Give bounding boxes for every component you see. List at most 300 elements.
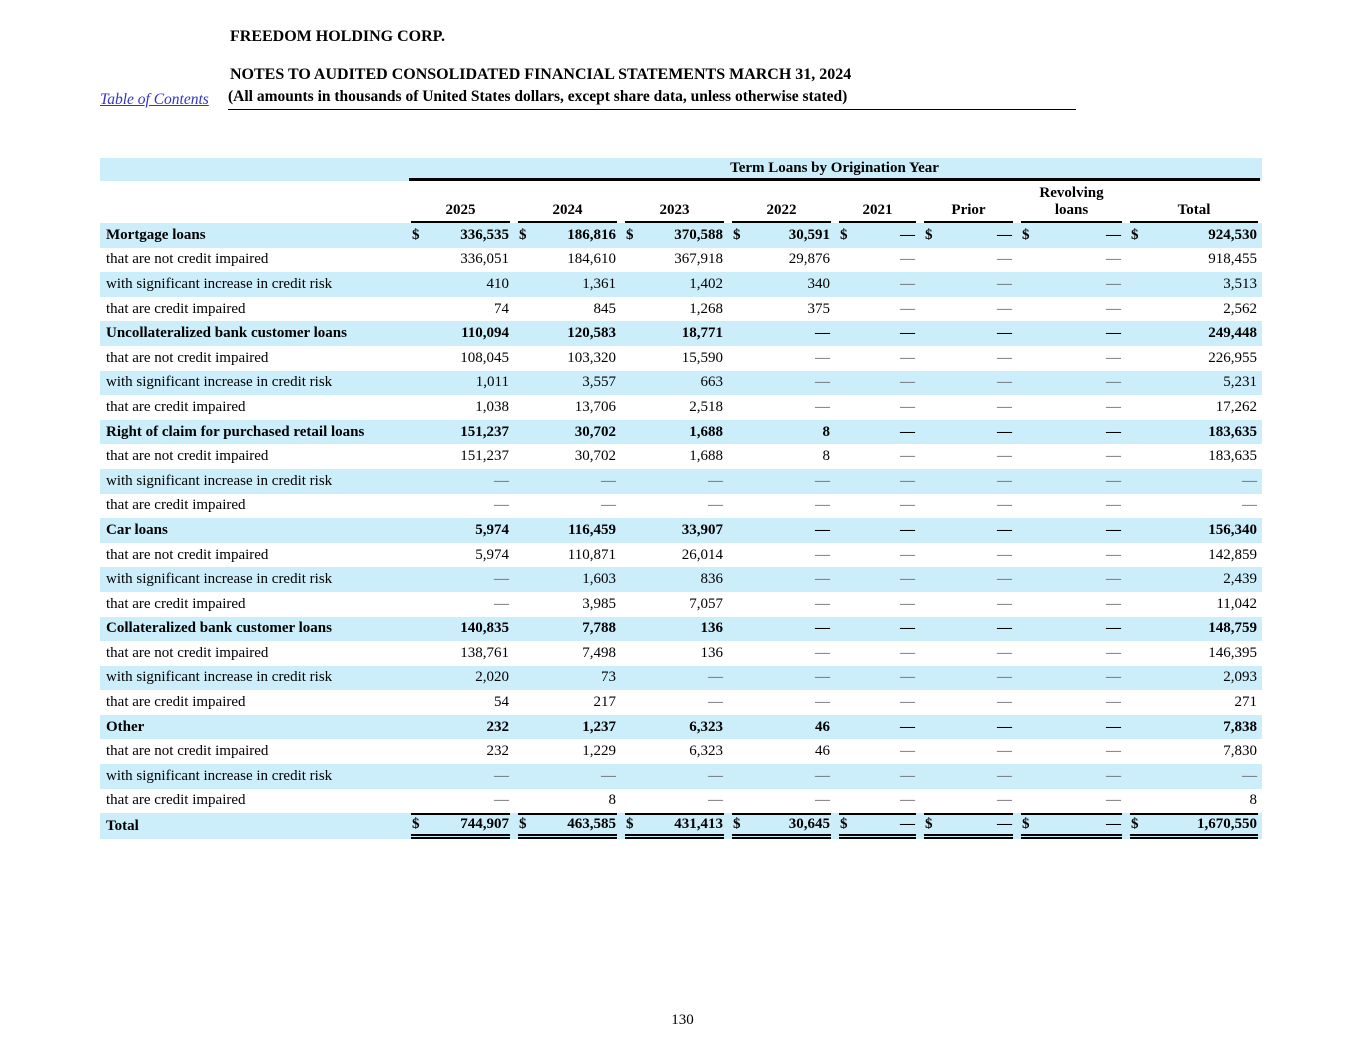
table-cell [835, 764, 920, 789]
cell-value: 1,670,550 [1197, 816, 1258, 833]
table-cell [1017, 297, 1126, 322]
table-cell [1017, 395, 1126, 420]
cell-value: 367,918 [674, 251, 723, 268]
table-cell [920, 543, 1017, 568]
table-row [100, 223, 1262, 248]
cell-value: 183,635 [1208, 448, 1258, 465]
table-cell [835, 641, 920, 666]
table-cell [407, 297, 514, 322]
cell-value: 184,610 [567, 251, 616, 268]
table-cell [835, 789, 920, 814]
table-row [100, 764, 1262, 789]
table-cell [920, 666, 1017, 691]
table-cell [1017, 789, 1126, 814]
table-cell [835, 666, 920, 691]
table-cell [514, 641, 621, 666]
table-cell [1017, 739, 1126, 764]
cell-value: 30,645 [788, 816, 830, 833]
cell-value-dash: — [997, 694, 1012, 711]
cell-value-dash: — [708, 497, 723, 514]
cell-value-dash: — [815, 546, 830, 563]
cell-value: 1,038 [475, 398, 509, 415]
row-label: that are not credit impaired [106, 743, 269, 760]
table-cell [920, 567, 1017, 592]
cell-value: 1,229 [582, 743, 616, 760]
table-cell [920, 272, 1017, 297]
table-row [100, 469, 1262, 494]
table-group-title: Term Loans by Origination Year [409, 158, 1260, 181]
table-cell [514, 789, 621, 814]
table-cell [1017, 690, 1126, 715]
cell-value: 29,876 [788, 251, 830, 268]
cell-value: 120,583 [567, 325, 616, 342]
cell-value-dash: — [900, 251, 915, 268]
cell-value-dash: — [997, 546, 1012, 563]
cell-value-dash: — [900, 546, 915, 563]
row-label: Right of claim for purchased retail loans [106, 423, 365, 440]
cell-value: 148,759 [1208, 620, 1258, 637]
table-cell [1017, 248, 1126, 273]
table-cell [728, 297, 835, 322]
cell-value: 8 [822, 448, 830, 465]
company-name: FREEDOM HOLDING CORP. [230, 28, 445, 45]
cell-value-dash: — [997, 472, 1012, 489]
cell-value-dash: — [815, 472, 830, 489]
table-row [100, 297, 1262, 322]
table-cell [514, 518, 621, 543]
cell-value: 186,816 [567, 226, 616, 243]
table-cell [920, 617, 1017, 642]
table-cell [835, 494, 920, 519]
table-cell [920, 739, 1017, 764]
table-cell [920, 715, 1017, 740]
cell-value: 217 [593, 694, 616, 711]
cell-value-dash: — [900, 694, 915, 711]
table-cell [835, 444, 920, 469]
table-cell [621, 321, 728, 346]
cell-value: 3,985 [582, 595, 616, 612]
row-label: Uncollateralized bank customer loans [106, 325, 347, 342]
table-cell [407, 518, 514, 543]
table-cell [728, 543, 835, 568]
cell-value: 7,830 [1223, 743, 1258, 760]
cell-value: 410 [486, 275, 509, 292]
cell-value-dash: — [494, 497, 509, 514]
cell-value-dash: — [601, 497, 616, 514]
table-cell [621, 690, 728, 715]
table-cell [728, 592, 835, 617]
cell-value: 30,591 [788, 226, 830, 243]
table-cell [407, 543, 514, 568]
cell-value-dash: — [1242, 767, 1258, 784]
row-label: that are credit impaired [106, 595, 246, 612]
row-label: that are not credit impaired [106, 644, 269, 661]
cell-value-dash: — [708, 669, 723, 686]
column-header-spacer [100, 181, 407, 223]
table-cell [407, 739, 514, 764]
table-cell [1017, 666, 1126, 691]
table-cell [835, 346, 920, 371]
cell-value: 3,513 [1223, 275, 1258, 292]
table-cell [514, 617, 621, 642]
cell-value: 110,094 [461, 325, 509, 342]
cell-value-dash: — [900, 349, 915, 366]
column-header-2022: 2022 [728, 181, 835, 223]
table-cell [621, 739, 728, 764]
cell-value: 6,323 [689, 743, 723, 760]
dollar-sign-visible: $ [925, 816, 933, 833]
table-cell [728, 789, 835, 814]
column-header-2024: 2024 [514, 181, 621, 223]
table-cell [1017, 346, 1126, 371]
table-cell [621, 764, 728, 789]
cell-value-dash: — [1106, 669, 1121, 686]
cell-value: 103,320 [567, 349, 616, 366]
cell-value-dash: — [708, 472, 723, 489]
cell-value: 74 [494, 300, 509, 317]
row-label: that are not credit impaired [106, 349, 269, 366]
cell-value-dash: — [900, 374, 915, 391]
cell-value: 151,237 [460, 448, 509, 465]
table-cell [728, 715, 835, 740]
group-header-spacer [100, 158, 407, 181]
row-label: that are not credit impaired [106, 546, 269, 563]
table-cell [728, 739, 835, 764]
table-cell [1126, 371, 1262, 396]
cell-value: 136 [700, 620, 723, 637]
cell-value-dash: — [1106, 816, 1121, 833]
table-row [100, 617, 1262, 642]
cell-value: 17,262 [1215, 398, 1258, 415]
dollar-sign-visible: $ [412, 226, 420, 243]
cell-value-dash: — [900, 718, 915, 735]
cell-value: 2,518 [689, 398, 723, 415]
dollar-sign-visible: $ [840, 226, 848, 243]
cell-value-dash: — [900, 767, 915, 784]
cell-value-dash: — [900, 275, 915, 292]
table-cell [920, 297, 1017, 322]
cell-value-dash: — [1106, 398, 1121, 415]
table-cell [514, 715, 621, 740]
cell-value-dash: — [815, 767, 830, 784]
table-cell [920, 813, 1017, 839]
table-cell [835, 321, 920, 346]
table-row [100, 494, 1262, 519]
table-cell [407, 690, 514, 715]
cell-value-dash: — [997, 571, 1012, 588]
cell-value: 845 [593, 300, 616, 317]
cell-value-dash: — [997, 620, 1012, 637]
cell-value-dash: — [900, 325, 915, 342]
table-cell [728, 248, 835, 273]
table-cell [920, 420, 1017, 445]
table-cell [514, 690, 621, 715]
table-cell [621, 543, 728, 568]
cell-value: 5,974 [475, 521, 509, 538]
cell-value-dash: — [494, 595, 509, 612]
cell-value-dash: — [900, 448, 915, 465]
table-cell [1017, 272, 1126, 297]
table-cell [1126, 567, 1262, 592]
table-cell [514, 248, 621, 273]
table-cell [1126, 420, 1262, 445]
cell-value: 1,268 [689, 300, 723, 317]
cell-value-dash: — [900, 423, 915, 440]
table-cell [1017, 420, 1126, 445]
table-cell [920, 592, 1017, 617]
table-cell [920, 789, 1017, 814]
cell-value-dash: — [900, 743, 915, 760]
cell-value: 2,093 [1223, 669, 1258, 686]
table-cell [621, 346, 728, 371]
table-row [100, 641, 1262, 666]
cell-value-dash: — [815, 374, 830, 391]
table-cell [1126, 690, 1262, 715]
table-cell [1126, 272, 1262, 297]
table-cell [1126, 666, 1262, 691]
column-header-2023: 2023 [621, 181, 728, 223]
cell-value: 1,011 [475, 374, 509, 391]
table-cell [728, 346, 835, 371]
cell-value: 26,014 [681, 546, 723, 563]
table-cell [407, 764, 514, 789]
cell-value-dash: — [1106, 325, 1121, 342]
table-row [100, 543, 1262, 568]
table-row [100, 518, 1262, 543]
table-cell [407, 567, 514, 592]
cell-value-dash: — [997, 374, 1012, 391]
cell-value: 370,588 [674, 226, 723, 243]
cell-value-dash: — [997, 595, 1012, 612]
table-cell [1017, 444, 1126, 469]
cell-value-dash: — [1106, 792, 1121, 809]
cell-value: 232 [486, 718, 509, 735]
table-cell [728, 567, 835, 592]
table-cell [835, 469, 920, 494]
table-cell [728, 395, 835, 420]
table-cell [835, 395, 920, 420]
dollar-sign-visible: $ [925, 226, 933, 243]
cell-value-dash: — [900, 300, 915, 317]
table-cell [621, 444, 728, 469]
cell-value-dash: — [1106, 718, 1121, 735]
cell-value-dash: — [708, 694, 723, 711]
table-cell [835, 592, 920, 617]
dollar-sign-visible: $ [626, 226, 634, 243]
table-cell [407, 592, 514, 617]
cell-value-dash: — [1106, 571, 1121, 588]
table-cell [835, 813, 920, 839]
table-cell [1017, 764, 1126, 789]
document-title: NOTES TO AUDITED CONSOLIDATED FINANCIAL STATEMENTS MARCH 31, 2024 [230, 66, 852, 83]
table-cell [920, 223, 1017, 248]
table-cell [1126, 764, 1262, 789]
table-cell [1126, 395, 1262, 420]
dollar-sign-visible: $ [519, 226, 527, 243]
table-row [100, 715, 1262, 740]
cell-value: 138,761 [460, 644, 509, 661]
row-label: that are not credit impaired [106, 251, 269, 268]
table-cell [1126, 346, 1262, 371]
table-cell [621, 272, 728, 297]
cell-value-dash: — [815, 694, 830, 711]
cell-value-dash: — [815, 398, 830, 415]
cell-value-dash: — [1106, 546, 1121, 563]
dollar-sign-visible: $ [733, 816, 741, 833]
table-row [100, 444, 1262, 469]
table-cell [1017, 592, 1126, 617]
row-label: that are credit impaired [106, 694, 246, 711]
row-label: that are credit impaired [106, 497, 246, 514]
table-cell [728, 617, 835, 642]
cell-value-dash: — [997, 497, 1012, 514]
row-label: with significant increase in credit risk [106, 374, 333, 391]
row-label: Collateralized bank customer loans [106, 620, 332, 637]
table-cell [621, 297, 728, 322]
table-cell [407, 420, 514, 445]
table-cell [920, 321, 1017, 346]
table-cell [728, 764, 835, 789]
cell-value: 140,835 [460, 620, 509, 637]
table-row [100, 248, 1262, 273]
table-cell [514, 666, 621, 691]
table-cell [1017, 371, 1126, 396]
table-cell [621, 641, 728, 666]
term-loans-table [100, 158, 1262, 839]
table-cell [514, 592, 621, 617]
cell-value: 463,585 [567, 816, 616, 833]
cell-value: 336,535 [460, 226, 509, 243]
cell-value: 142,859 [1208, 546, 1258, 563]
table-cell [920, 444, 1017, 469]
table-cell [1017, 617, 1126, 642]
cell-value-dash: — [1106, 767, 1121, 784]
row-label: with significant increase in credit risk [106, 767, 333, 784]
table-cell [1126, 494, 1262, 519]
cell-value-dash: — [815, 571, 830, 588]
cell-value: 5,974 [475, 546, 509, 563]
table-of-contents-link[interactable]: Table of Contents [100, 91, 209, 108]
cell-value-dash: — [815, 521, 830, 538]
table-cell [1017, 543, 1126, 568]
cell-value: 116,459 [568, 521, 616, 538]
row-label: that are credit impaired [106, 398, 246, 415]
table-cell [1126, 518, 1262, 543]
cell-value: 13,706 [574, 398, 616, 415]
cell-value: 30,702 [574, 423, 616, 440]
column-header-total: Total [1126, 181, 1262, 223]
table-cell [920, 395, 1017, 420]
table-column-header-row [100, 181, 1262, 223]
table-cell [920, 690, 1017, 715]
table-row [100, 739, 1262, 764]
table-cell [920, 346, 1017, 371]
table-cell [1126, 469, 1262, 494]
dollar-sign-visible: $ [733, 226, 741, 243]
table-cell [514, 494, 621, 519]
table-cell [407, 617, 514, 642]
cell-value-dash: — [1106, 275, 1121, 292]
cell-value: 146,395 [1208, 644, 1258, 661]
cell-value-dash: — [815, 669, 830, 686]
cell-value-dash: — [1106, 743, 1121, 760]
table-cell [835, 297, 920, 322]
row-label: that are credit impaired [106, 300, 246, 317]
table-cell [1017, 321, 1126, 346]
column-header-prior: Prior [920, 181, 1017, 223]
table-cell [1126, 617, 1262, 642]
cell-value-dash: — [997, 644, 1012, 661]
table-cell [920, 518, 1017, 543]
cell-value: 108,045 [460, 349, 509, 366]
cell-value: 136 [700, 644, 723, 661]
dollar-sign-visible: $ [1131, 226, 1139, 243]
cell-value: 7,498 [582, 644, 616, 661]
cell-value-dash: — [900, 472, 915, 489]
table-cell [1017, 641, 1126, 666]
table-cell [835, 518, 920, 543]
table-cell [1126, 641, 1262, 666]
cell-value-dash: — [815, 497, 830, 514]
table-cell [728, 444, 835, 469]
cell-value: 232 [486, 743, 509, 760]
cell-value: 744,907 [460, 816, 509, 833]
cell-value: 1,402 [689, 275, 723, 292]
table-cell [1126, 715, 1262, 740]
table-cell [621, 666, 728, 691]
cell-value-dash: — [997, 767, 1012, 784]
table-cell [835, 371, 920, 396]
row-label: that are credit impaired [106, 792, 246, 809]
table-cell [621, 494, 728, 519]
cell-value-dash: — [997, 669, 1012, 686]
table-cell [1126, 297, 1262, 322]
cell-value-dash: — [997, 448, 1012, 465]
row-label: with significant increase in credit risk [106, 472, 333, 489]
cell-value: 2,562 [1223, 300, 1258, 317]
cell-value-dash: — [900, 595, 915, 612]
table-cell [920, 764, 1017, 789]
table-cell [407, 444, 514, 469]
table-cell [1126, 813, 1262, 839]
table-cell [407, 813, 514, 839]
cell-value-dash: — [997, 349, 1012, 366]
cell-value: 271 [1234, 694, 1258, 711]
table-cell [1017, 813, 1126, 839]
row-label: Car loans [106, 521, 168, 538]
table-row [100, 813, 1262, 839]
table-cell [514, 223, 621, 248]
table-cell [1126, 543, 1262, 568]
table-cell [407, 666, 514, 691]
table-cell [1126, 223, 1262, 248]
cell-value-dash: — [1106, 448, 1121, 465]
table-cell [407, 272, 514, 297]
table-cell [835, 248, 920, 273]
table-group-header-row [100, 158, 1262, 181]
table-body [100, 223, 1262, 839]
table-cell [407, 641, 514, 666]
table-cell [728, 321, 835, 346]
dollar-sign-visible: $ [412, 816, 420, 833]
row-label: with significant increase in credit risk [106, 571, 333, 588]
cell-value: 6,323 [689, 718, 723, 735]
table-cell [920, 641, 1017, 666]
cell-value: 11,042 [1216, 595, 1258, 612]
table-cell [514, 346, 621, 371]
table-cell [835, 223, 920, 248]
cell-value-dash: — [1106, 226, 1121, 243]
